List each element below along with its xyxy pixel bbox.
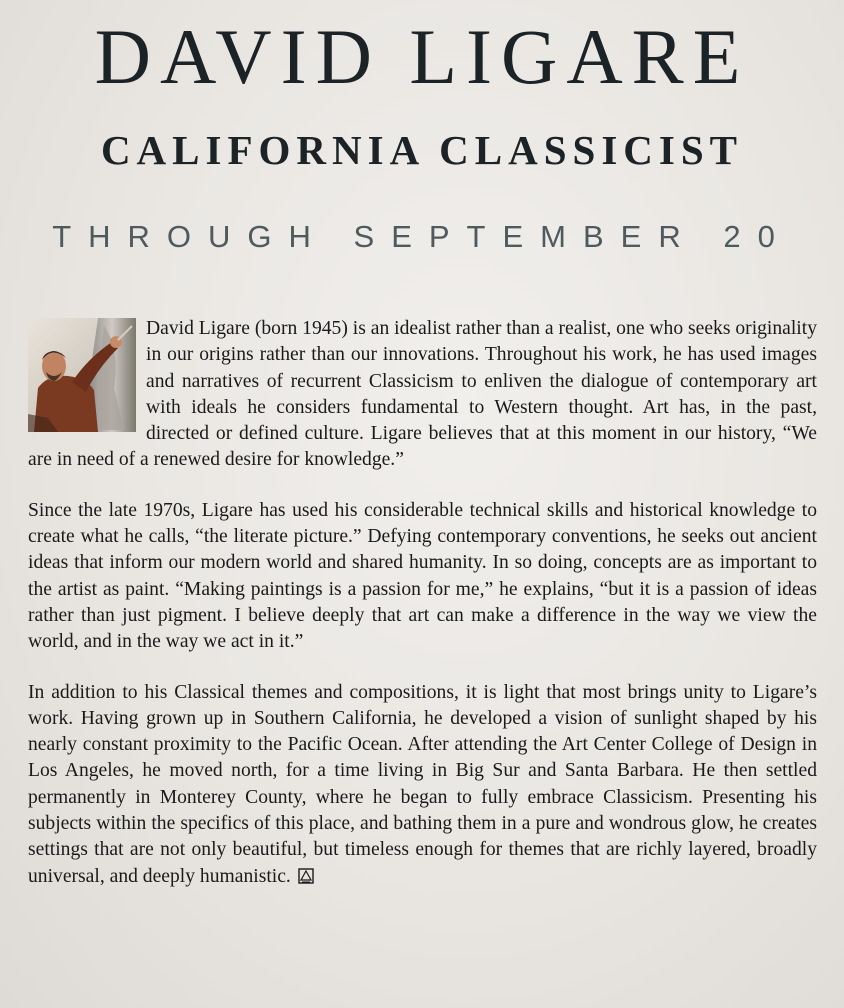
paragraph-3-text: In addition to his Classical themes and compositions, it is light that most brings unity to Ligare’s work. Having grown up in Southern California, he developed a vision of sunlight shaped by his nearly constant proximity to the Pacific Ocean. After attending the Art Center College of Design in Los Angeles, he moved north, for a time living in Big Sur and Santa Barbara. He then settled permanently in Monterey County, where he began to fully embrace Classicism. Presenting his subjects within the specifics of this place, and bathing them in a pure and wondrous glow, he creates settings that are not only beautiful, but timeless enough for themes that are richly layered, broadly universal, and deeply humanistic. <box>28 681 817 887</box>
museum-logo-icon <box>298 866 314 882</box>
paragraph-2: Since the late 1970s, Ligare has used his considerable technical skills and historical knowledge to create what he calls, “the literate picture.” Defying contemporary conventions, he seeks out ancient ideas that inform our modern world and shared humanity. In so doing, concepts are as important to the artist as paint. “Making paintings is a passion for me,” he explains, “but it is a passion of ideas rather than just pigment. I believe deeply that art can make a difference in the way we view the world, and in the way we act in it.” <box>28 499 817 653</box>
exhibition-dates: THROUGH SEPTEMBER 20 <box>52 219 792 254</box>
exhibition-text <box>28 316 817 914</box>
exhibition-title: DAVID LIGARE <box>94 13 750 100</box>
paragraph-1: David Ligare (born 1945) is an idealist rather than a realist, one who seeks originality in our origins rather than our innovations. Throughout his work, he has used images and narratives of recurrent Classicism to enliven the dialogue of contemporary art with ideals he considers fundamental to Western thought. Art has, in the past, directed or defined culture. Ligare believes that at this moment in our history, “We are in need of a renewed desire for knowledge.” <box>28 318 817 471</box>
exhibition-subtitle: CALIFORNIA CLASSICIST <box>100 127 744 173</box>
paragraph-3 <box>28 680 817 890</box>
artist-portrait-photo <box>28 318 136 432</box>
